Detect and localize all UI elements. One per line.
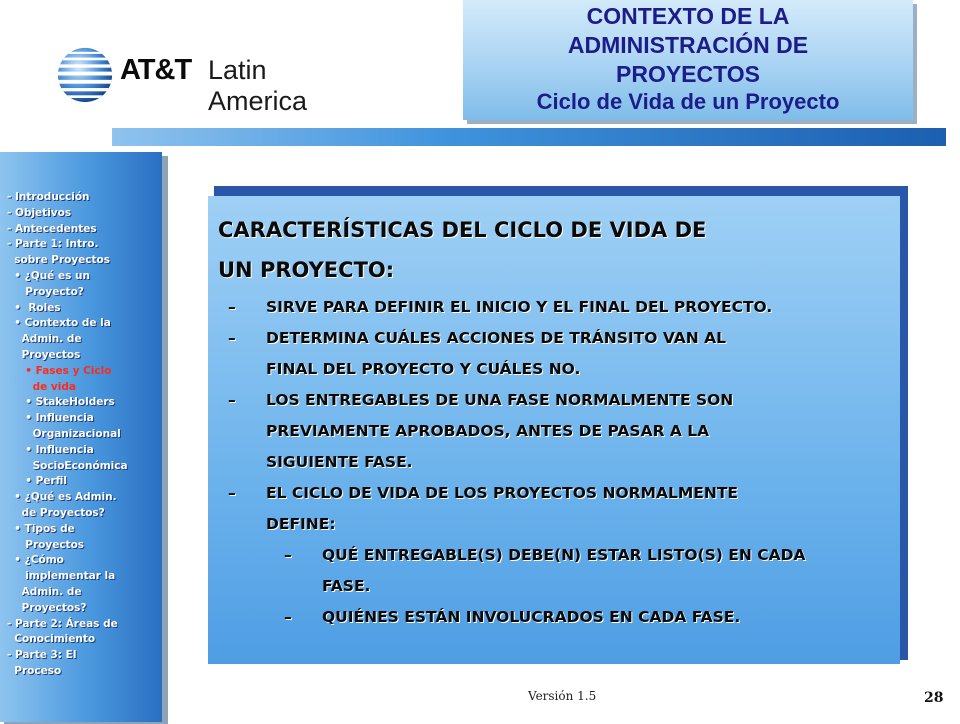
sidebar-nav-item[interactable]: sobre Proyectos bbox=[7, 254, 111, 267]
brand-region: Latin America bbox=[208, 55, 308, 116]
sidebar-nav-item[interactable]: - Parte 2: Áreas de bbox=[7, 617, 118, 630]
sidebar-nav-item[interactable]: Proyecto? bbox=[7, 285, 84, 298]
sidebar-nav-item[interactable]: • Fases y Ciclo bbox=[7, 364, 112, 377]
sidebar-nav-item[interactable]: - Introducción bbox=[7, 191, 90, 203]
sidebar-navigation bbox=[0, 152, 162, 722]
sub-bullet-line bbox=[284, 602, 740, 633]
sidebar-nav-item[interactable]: Admin. de bbox=[7, 333, 82, 346]
slide-title-box bbox=[463, 0, 913, 120]
sub-bullet-text: FASE. bbox=[322, 577, 371, 595]
content-heading-line: CARACTERÍSTICAS DEL CICLO DE VIDA DE bbox=[218, 218, 707, 242]
sidebar-nav-list bbox=[7, 190, 128, 680]
sidebar-nav-item[interactable]: Proyectos bbox=[7, 538, 85, 551]
bullet-text: PREVIAMENTE APROBADOS, ANTES DE PASAR A LA bbox=[266, 422, 710, 440]
bullet-text: LOS ENTREGABLES DE UNA FASE NORMALMENTE SON bbox=[266, 391, 734, 409]
sidebar-nav-item[interactable]: Organizacional bbox=[7, 427, 121, 440]
sidebar-nav-item[interactable]: Proyectos? bbox=[7, 601, 87, 614]
sidebar-nav-item[interactable]: • Perfil bbox=[7, 475, 68, 488]
sub-bullet-dash: – bbox=[284, 608, 292, 626]
sidebar-nav-item[interactable]: - Antecedentes bbox=[7, 222, 97, 235]
bullet-text: DETERMINA CUÁLES ACCIONES DE TRÁNSITO VAN AL bbox=[266, 329, 727, 347]
bullet-dash: – bbox=[228, 298, 236, 316]
sidebar-nav-item[interactable]: de Proyectos? bbox=[7, 506, 105, 519]
sidebar-nav-item[interactable]: implementar la bbox=[7, 570, 116, 583]
sidebar-nav-item[interactable]: • Influencia bbox=[7, 412, 94, 425]
bullet-text: SIRVE PARA DEFINIR EL INICIO Y EL FINAL DEL PROYECTO. bbox=[266, 298, 773, 316]
sidebar-nav-item[interactable]: • Influencia bbox=[7, 443, 94, 456]
content-heading-line: UN PROYECTO: bbox=[218, 258, 395, 282]
bullet-line bbox=[228, 416, 709, 447]
sidebar-nav-item[interactable]: • Contexto de la bbox=[7, 317, 111, 330]
sidebar-nav-item[interactable]: - Objetivos bbox=[7, 206, 72, 219]
page-number: 28 bbox=[924, 690, 944, 706]
sidebar-nav-item[interactable]: Admin. de bbox=[7, 585, 82, 598]
bullet-line bbox=[228, 354, 580, 385]
bullet-text: DEFINE: bbox=[266, 515, 336, 533]
sub-bullet-line bbox=[284, 571, 370, 602]
bullet-dash: – bbox=[228, 391, 236, 409]
sidebar-nav-item[interactable]: • ¿Qué es un bbox=[7, 269, 90, 282]
bullet-line bbox=[228, 292, 772, 323]
sidebar-nav-item[interactable]: Conocimiento bbox=[7, 633, 96, 646]
sub-bullet-line bbox=[284, 540, 805, 571]
content-heading bbox=[218, 210, 878, 290]
sidebar-nav-item[interactable]: • Roles bbox=[7, 301, 61, 314]
header-divider-bar bbox=[112, 128, 946, 146]
sidebar-nav-item[interactable]: Proyectos bbox=[7, 348, 81, 361]
sidebar-nav-item[interactable]: • ¿Cómo bbox=[7, 554, 64, 567]
slide-title bbox=[463, 2, 913, 89]
sub-bullet-text: QUÉ ENTREGABLE(S) DEBE(N) ESTAR LISTO(S) EN CADA bbox=[322, 546, 806, 564]
bullet-dash: – bbox=[228, 484, 236, 502]
slide-title-line: PROYECTOS bbox=[616, 61, 760, 87]
sidebar-nav-item[interactable]: • Tipos de bbox=[7, 522, 75, 535]
sidebar-nav-item[interactable]: SocioEconómica bbox=[7, 459, 128, 472]
sub-bullet-dash: – bbox=[284, 546, 292, 564]
bullet-line bbox=[228, 478, 738, 509]
bullet-text: EL CICLO DE VIDA DE LOS PROYECTOS NORMALMENTE bbox=[266, 484, 739, 502]
version-label: Versión 1.5 bbox=[528, 689, 597, 703]
sidebar-nav-item[interactable]: - Parte 3: El bbox=[7, 649, 77, 662]
globe-icon bbox=[56, 46, 114, 104]
sub-bullet-text: QUIÉNES ESTÁN INVOLUCRADOS EN CADA FASE. bbox=[322, 608, 741, 626]
content-panel bbox=[208, 196, 900, 664]
brand-name: AT&T bbox=[120, 54, 192, 86]
bullet-dash: – bbox=[228, 329, 236, 347]
bullet-text: SIGUIENTE FASE. bbox=[266, 453, 413, 471]
sidebar-nav-item[interactable]: • StakeHolders bbox=[7, 396, 115, 409]
slide-title-line: CONTEXTO DE LA bbox=[586, 3, 790, 29]
slide-title-line: ADMINISTRACIÓN DE bbox=[567, 32, 809, 58]
bullet-line bbox=[228, 385, 733, 416]
sidebar-nav-item[interactable]: de vida bbox=[7, 380, 76, 393]
sidebar-nav-item[interactable]: - Parte 1: Intro. bbox=[7, 238, 99, 251]
bullet-line bbox=[228, 323, 726, 354]
sidebar-nav-item[interactable]: • ¿Qué es Admin. bbox=[7, 491, 117, 504]
bullet-text: FINAL DEL PROYECTO Y CUÁLES NO. bbox=[266, 360, 581, 378]
bullet-line bbox=[228, 509, 336, 540]
slide-subtitle: Ciclo de Vida de un Proyecto bbox=[536, 89, 840, 114]
sidebar-nav-item[interactable]: Proceso bbox=[7, 664, 62, 677]
att-latin-america-logo bbox=[50, 42, 350, 116]
bullet-line bbox=[228, 447, 413, 478]
